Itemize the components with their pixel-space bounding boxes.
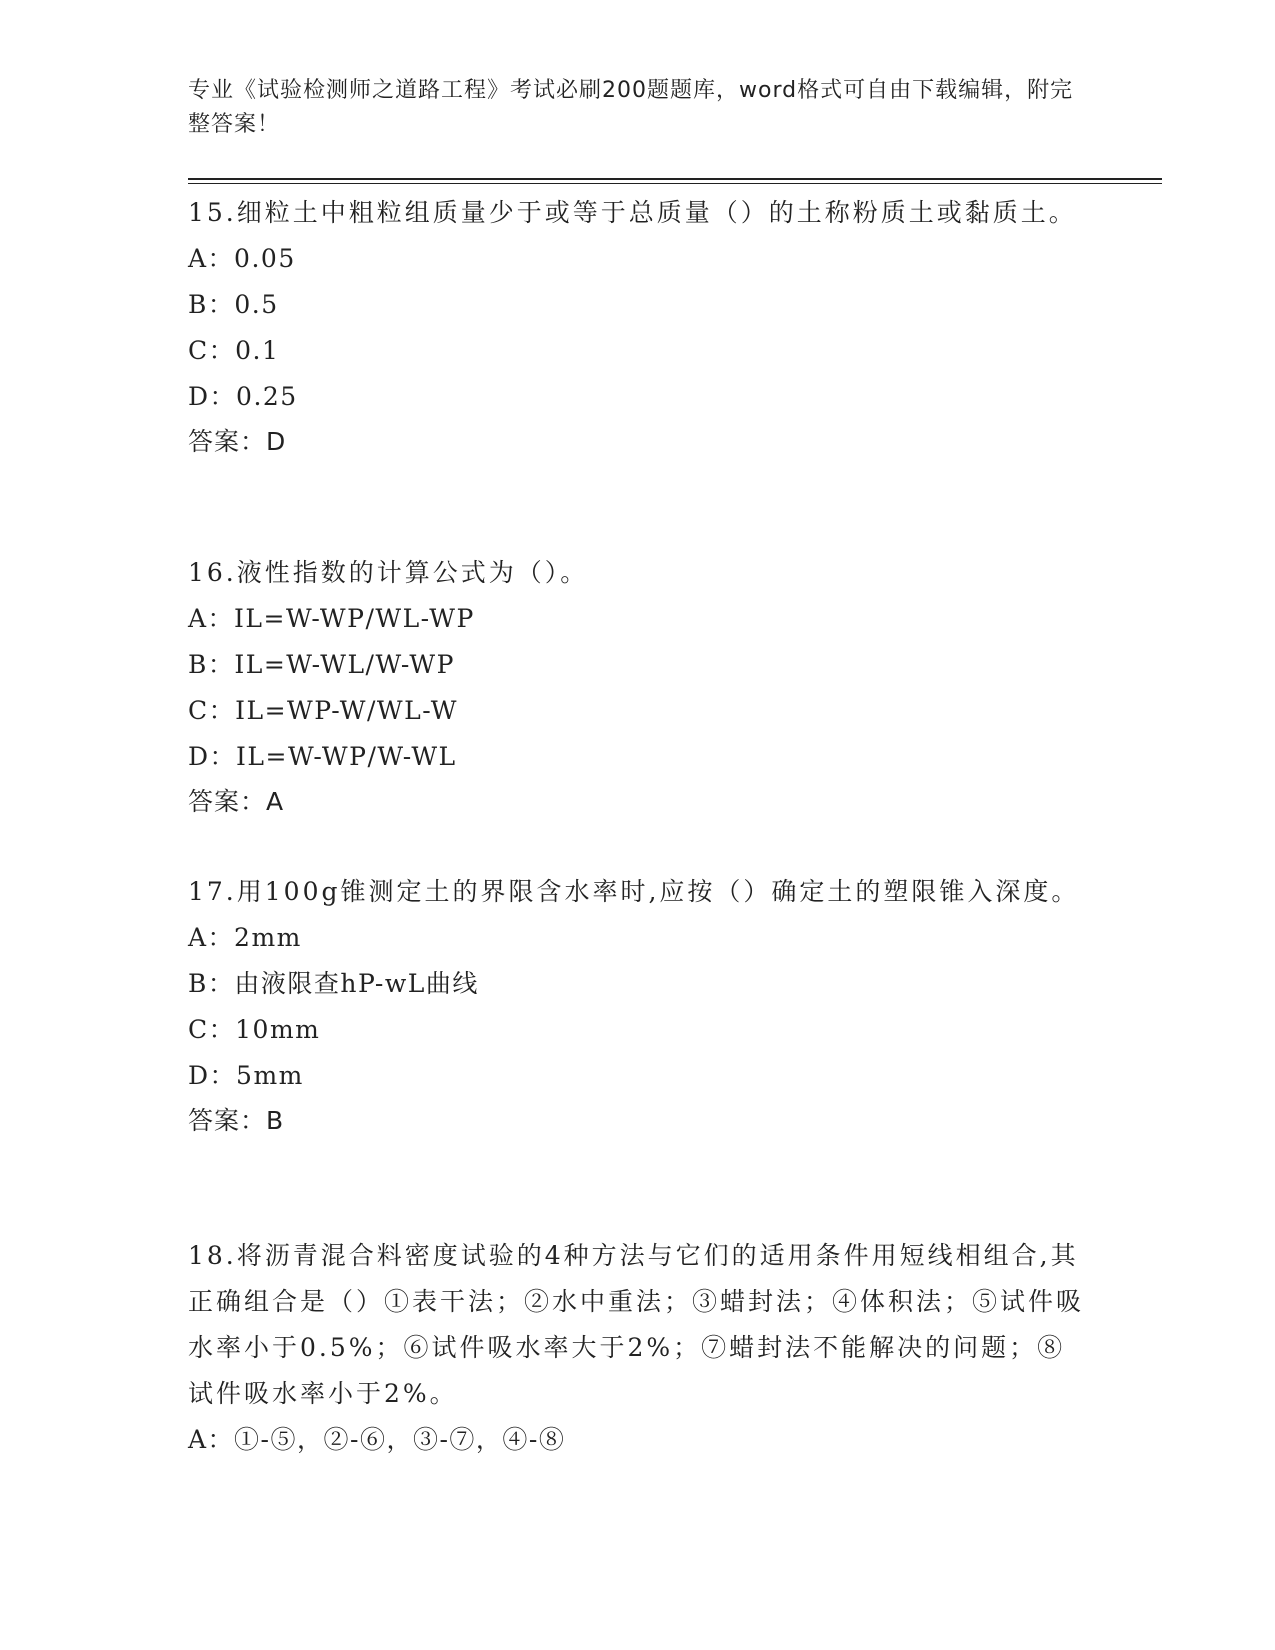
answer-line: 答案：A bbox=[188, 787, 285, 816]
page-header: 专业《试验检测师之道路工程》考试必刷200题题库，word格式可自由下载编辑，附完整答案！ bbox=[188, 78, 1074, 137]
option-a: A：0.05 bbox=[188, 244, 296, 273]
option-a: A：2mm bbox=[188, 923, 302, 952]
option-d: D：5mm bbox=[188, 1061, 304, 1090]
header-divider-thick bbox=[188, 178, 1162, 180]
question-17 bbox=[188, 869, 1088, 1143]
question-stem: 15.细粒土中粗粒组质量少于或等于总质量（）的土称粉质土或黏质土。 bbox=[188, 198, 1077, 227]
option-c: C：10mm bbox=[188, 1015, 321, 1044]
question-18 bbox=[188, 1233, 1088, 1463]
option-b: B：由液限查hP-wL曲线 bbox=[188, 969, 479, 998]
answer-line: 答案：D bbox=[188, 427, 287, 456]
question-stem: 18.将沥青混合料密度试验的4种方法与它们的适用条件用短线相组合,其正确组合是（）①表干法；②水中重法；③蜡封法；④体积法；⑤试件吸水率小于0.5%；⑥试件吸水率大于2%；⑦蜡封法不能解决的问题；⑧试件吸水率小于2%。 bbox=[188, 1241, 1085, 1408]
option-d: D：0.25 bbox=[188, 382, 298, 411]
question-16 bbox=[188, 550, 1088, 824]
option-c: C：0.1 bbox=[188, 336, 280, 365]
question-stem: 17.用100g锥测定土的界限含水率时,应按（）确定土的塑限锥入深度。 bbox=[188, 877, 1080, 906]
header-divider-thin bbox=[188, 183, 1162, 184]
option-c: C：IL=WP-W/WL-W bbox=[188, 696, 458, 725]
question-15 bbox=[188, 190, 1088, 464]
option-a: A：IL=W-WP/WL-WP bbox=[188, 604, 475, 633]
question-stem: 16.液性指数的计算公式为（）。 bbox=[188, 558, 589, 587]
option-d: D：IL=W-WP/W-WL bbox=[188, 742, 457, 771]
option-b: B：0.5 bbox=[188, 290, 279, 319]
option-b: B：IL=W-WL/W-WP bbox=[188, 650, 455, 679]
answer-line: 答案：B bbox=[188, 1106, 285, 1135]
option-a: A：①-⑤，②-⑥，③-⑦，④-⑧ bbox=[188, 1425, 566, 1454]
